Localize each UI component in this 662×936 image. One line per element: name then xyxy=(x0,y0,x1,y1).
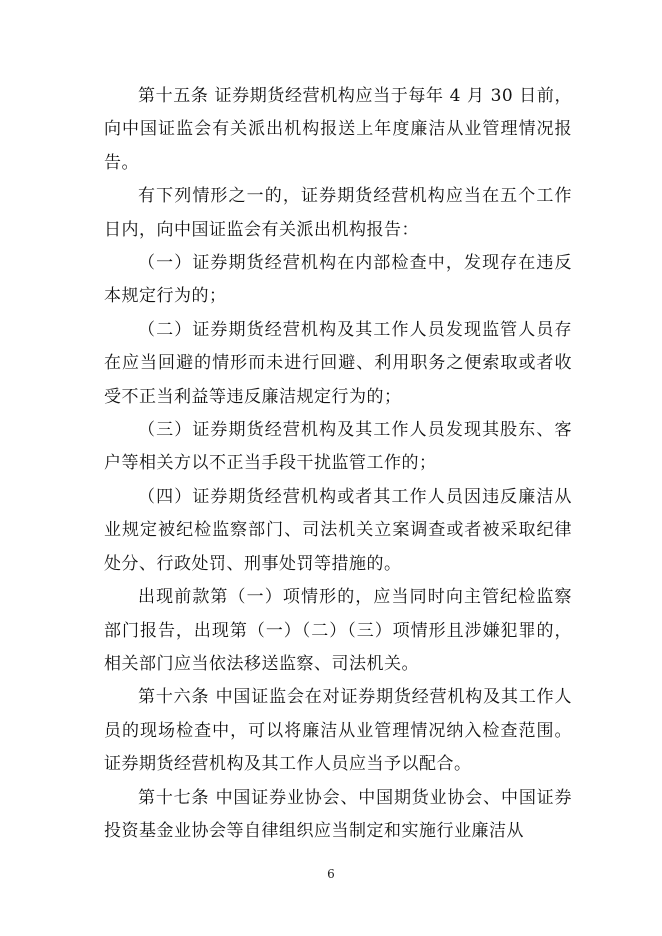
circumstance-item-2: （二）证券期货经营机构及其工作人员发现监管人员存在应当回避的情形而未进行回避、利用职务之便索取或者收受不正当利益等违反廉洁规定行为的； xyxy=(104,319,572,407)
circumstance-item-3: （三）证券期货经营机构及其工作人员发现其股东、客户等相关方以不正当手段干扰监管工作的； xyxy=(104,420,572,474)
circumstance-item-4: （四）证券期货经营机构或者其工作人员因违反廉洁从业规定被纪检监察部门、司法机关立案调查或者被采取纪律处分、行政处罚、刑事处罚等措施的。 xyxy=(104,486,572,574)
page-number: 6 xyxy=(327,867,335,881)
reporting-circumstances-intro: 有下列情形之一的，证券期货经营机构应当在五个工作日内，向中国证监会有关派出机构报告： xyxy=(104,186,572,240)
circumstance-item-1: （一）证券期货经营机构在内部检查中，发现存在违反本规定行为的； xyxy=(104,253,572,307)
referral-paragraph: 出现前款第（一）项情形的，应当同时向主管纪检监察部门报告，出现第（一）（二）（三）项情形且涉嫌犯罪的，相关部门应当依法移送监察、司法机关。 xyxy=(104,587,572,674)
document-body xyxy=(104,80,572,848)
article-15-paragraph: 第十五条 证券期货经营机构应当于每年 4 月 30 日前，向中国证监会有关派出机构报送上年度廉洁从业管理情况报告。 xyxy=(104,86,572,173)
article-17-paragraph: 第十七条 中国证券业协会、中国期货业协会、中国证券投资基金业协会等自律组织应当制定和实施行业廉洁从 xyxy=(104,787,572,841)
article-16-paragraph: 第十六条 中国证监会在对证券期货经营机构及其工作人员的现场检查中，可以将廉洁从业管理情况纳入检查范围。证券期货经营机构及其工作人员应当予以配合。 xyxy=(104,687,572,775)
